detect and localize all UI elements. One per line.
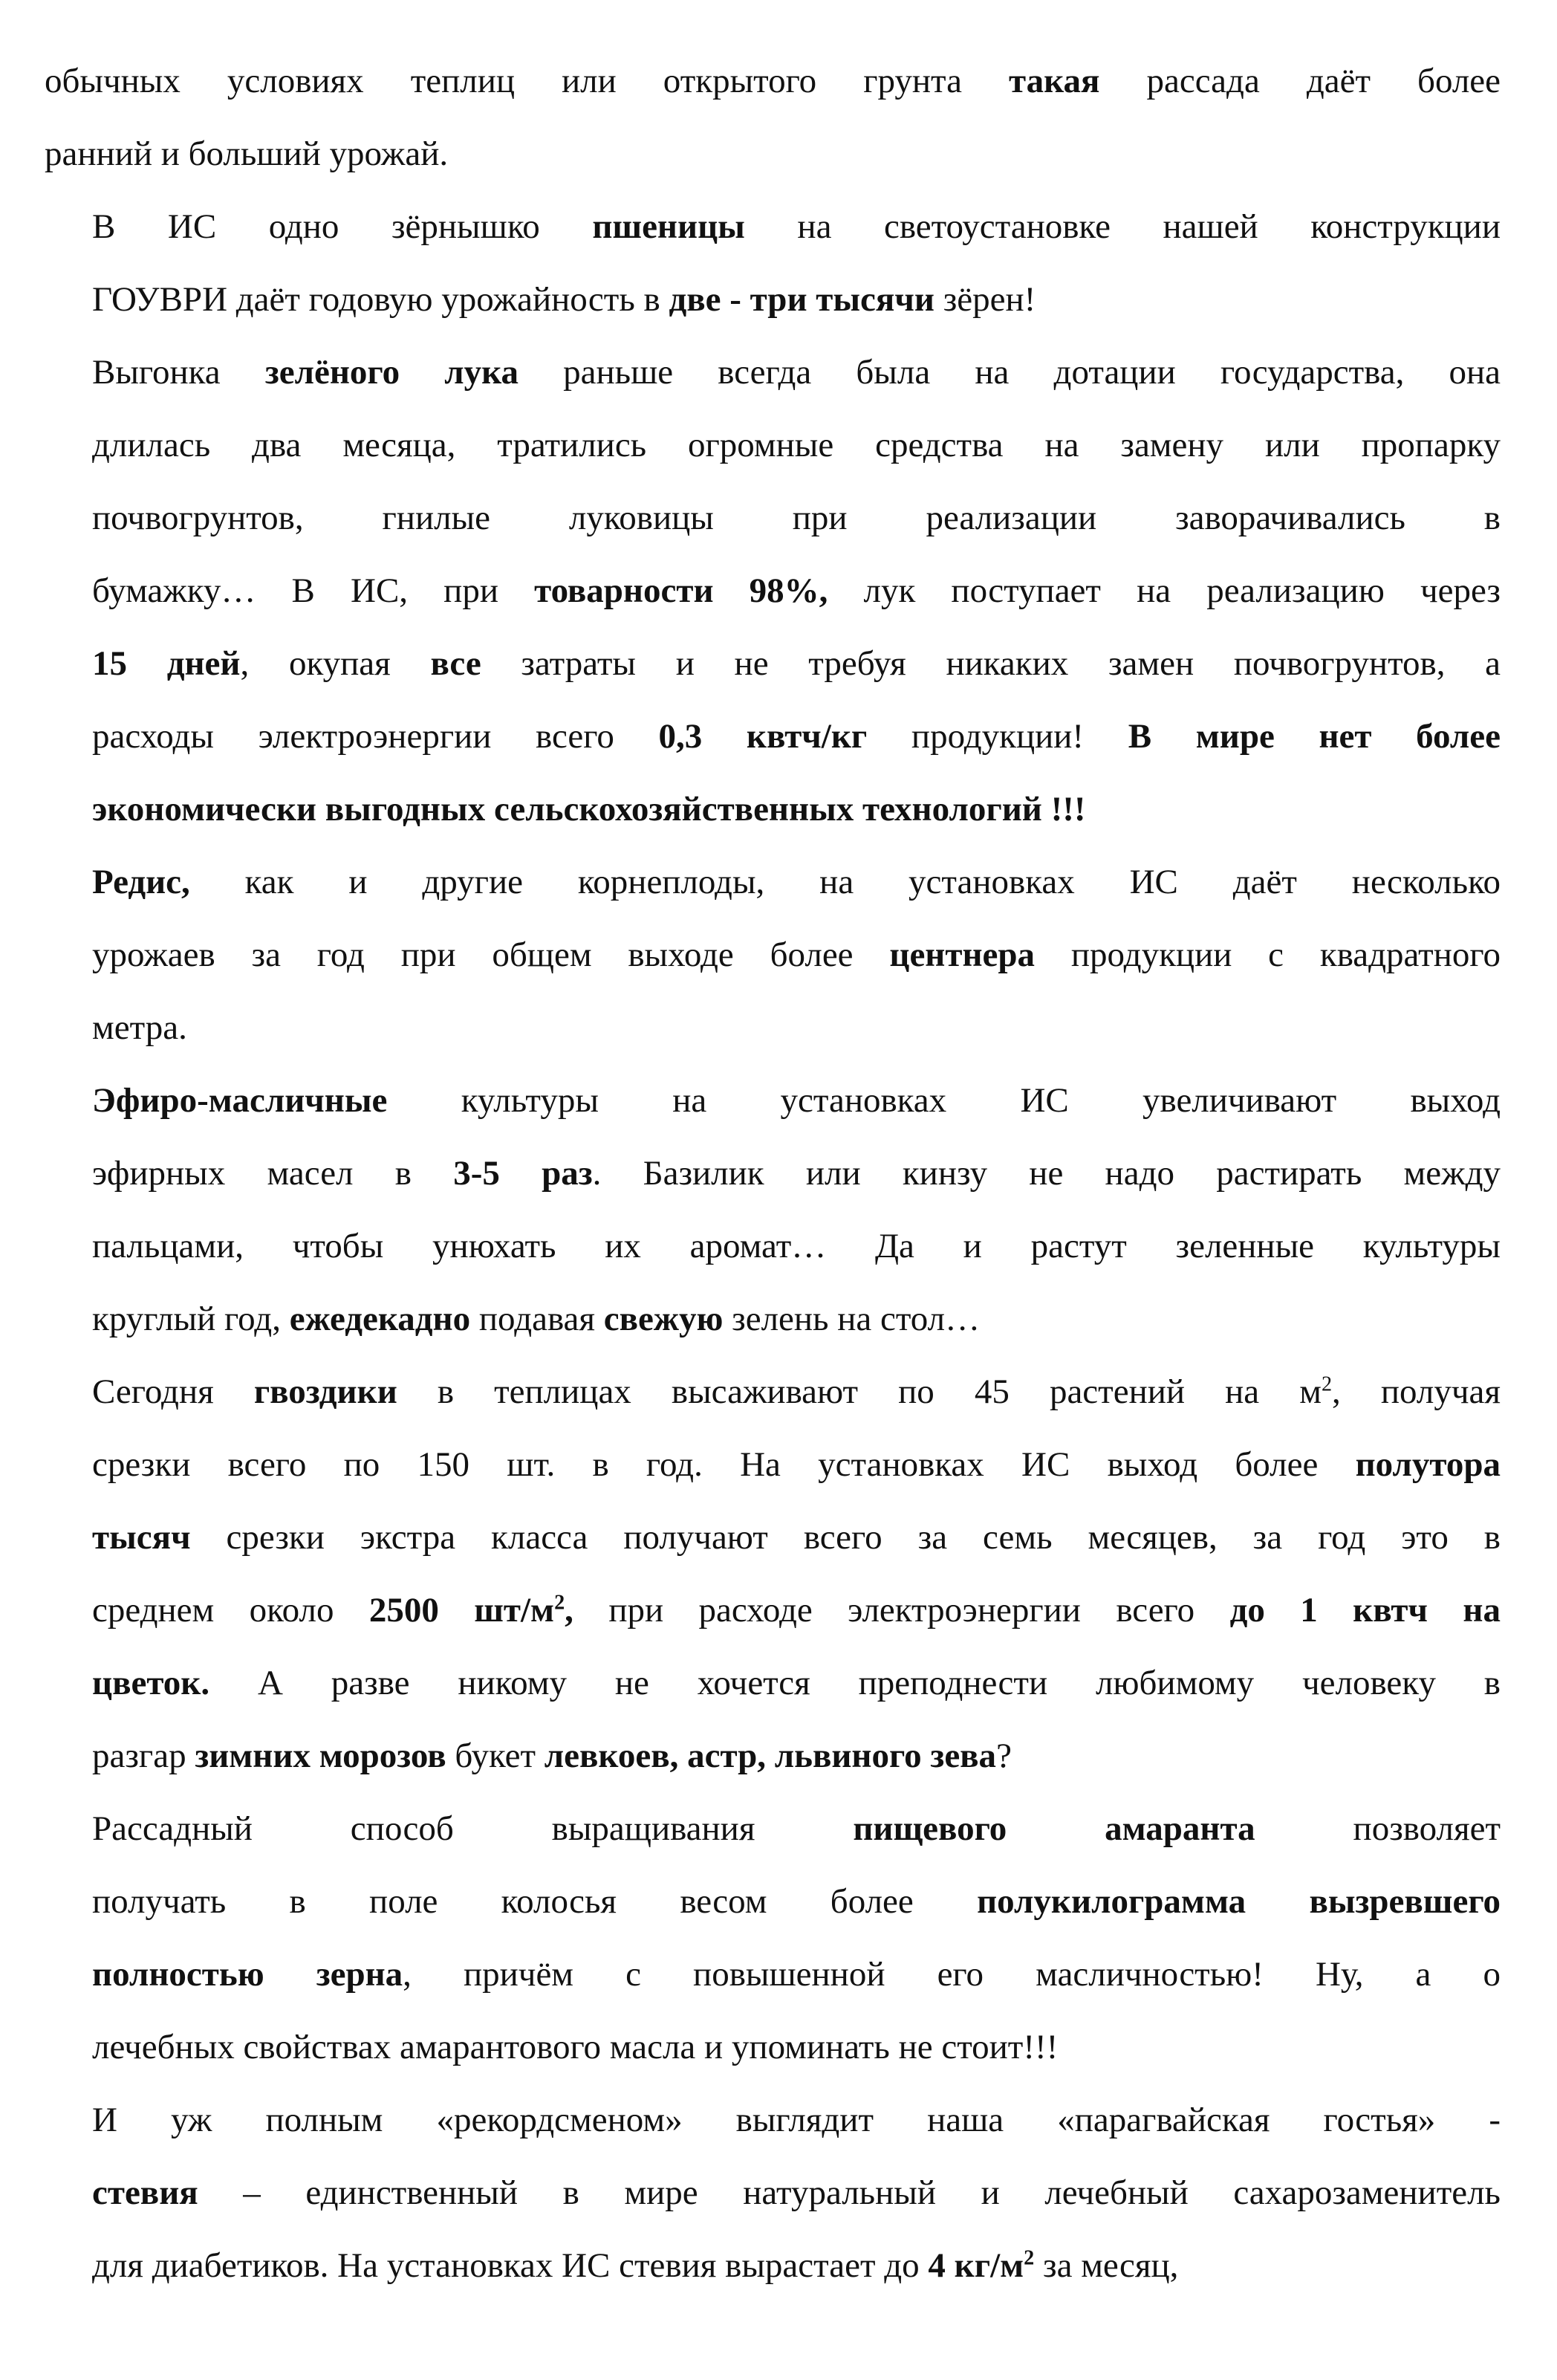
text-line xyxy=(45,700,1501,773)
text-run: на светоустановке нашей конструкции xyxy=(744,207,1501,246)
bold-run: Редис, xyxy=(92,863,190,901)
text-line xyxy=(45,1428,1501,1501)
document-page xyxy=(45,45,1501,2302)
bold-run: товарности 98%, xyxy=(534,571,828,610)
text-run: урожаев за год при общем выходе более xyxy=(92,936,890,974)
text-run: как и другие корнеплоды, на установках ИС даёт несколько xyxy=(189,863,1501,901)
text-line xyxy=(45,991,1501,1064)
text-run: Рассадный способ выращивания xyxy=(92,1809,854,1848)
text-line xyxy=(45,773,1501,846)
text-run: рассада даёт более xyxy=(1099,62,1501,100)
paragraph xyxy=(45,45,1501,190)
text-run: раньше всегда была на дотации государства, она xyxy=(518,353,1501,392)
text-run: , окупая xyxy=(240,644,431,683)
text-line xyxy=(45,1355,1501,1428)
text-line xyxy=(45,409,1501,481)
text-run: в теплицах высаживают по 45 растений на м xyxy=(397,1372,1322,1411)
text-run: почвогрунтов, гнилые луковицы при реализации заворачивались в xyxy=(92,499,1501,537)
bold-run: тысяч xyxy=(92,1518,191,1557)
bold-run: полутора xyxy=(1355,1445,1501,1484)
text-run: расходы электроэнергии всего xyxy=(92,717,659,756)
text-line xyxy=(45,263,1501,336)
bold-run: ежедекадно xyxy=(289,1300,471,1338)
paragraph xyxy=(45,1355,1501,1792)
bold-run: до 1 квтч на xyxy=(1229,1591,1501,1630)
text-run: зелень на стол… xyxy=(723,1300,981,1338)
text-run: В ИС одно зёрнышко xyxy=(92,207,593,246)
text-run: Выгонка xyxy=(92,353,265,392)
text-run: метра. xyxy=(92,1008,187,1047)
bold-run: 0,3 квтч/кг xyxy=(658,717,868,756)
text-run: ГОУВРИ даёт годовую урожайность в xyxy=(92,280,669,319)
text-run: И уж полным «рекордсменом» выглядит наша «парагвайская гостья» - xyxy=(92,2101,1501,2139)
text-run: Сегодня xyxy=(92,1372,254,1411)
text-run: лук поступает на реализацию через xyxy=(828,571,1501,610)
text-line xyxy=(45,1647,1501,1719)
superscript: 2 xyxy=(554,1591,565,1615)
text-run: ранний и больший урожай. xyxy=(45,134,449,173)
text-line xyxy=(45,2156,1501,2229)
bold-run: такая xyxy=(1009,62,1100,100)
bold-run: гвоздики xyxy=(253,1372,397,1411)
text-line xyxy=(45,1719,1501,1792)
text-line xyxy=(45,918,1501,991)
bold-run: свежую xyxy=(603,1300,724,1338)
bold-run: 4 кг/м xyxy=(928,2246,1024,2285)
bold-run: центнера xyxy=(889,936,1036,974)
text-line xyxy=(45,1137,1501,1210)
bold-run: цветок. xyxy=(92,1664,210,1702)
text-run: срезки всего по 150 шт. в год. На установках ИС выход более xyxy=(92,1445,1356,1484)
text-run: обычных условиях теплиц или открытого грунта xyxy=(45,62,1010,100)
text-run: затраты и не требуя никаких замен почвогрунтов, а xyxy=(481,644,1501,683)
text-run: А разве никому не хочется преподнести любимому человеку в xyxy=(209,1664,1501,1702)
paragraph xyxy=(45,1792,1501,2084)
text-run: пальцами, чтобы унюхать их аромат… Да и растут зеленные культуры xyxy=(92,1227,1501,1265)
text-line xyxy=(45,481,1501,554)
paragraph xyxy=(45,336,1501,846)
text-line xyxy=(45,627,1501,700)
text-line xyxy=(45,45,1501,117)
text-line xyxy=(45,336,1501,409)
text-run: длилась два месяца, тратились огромные средства на замену или пропарку xyxy=(92,426,1501,464)
bold-run: 15 дней xyxy=(92,644,241,683)
text-run: продукции! xyxy=(867,717,1128,756)
bold-run: экономически выгодных сельскохозяйственных технологий !!! xyxy=(92,790,1086,829)
text-run: . Базилик или кинзу не надо растирать между xyxy=(592,1154,1501,1193)
bold-run: две - три тысячи xyxy=(669,280,934,319)
text-run: , получая xyxy=(1332,1372,1501,1411)
text-line xyxy=(45,2229,1501,2302)
text-run: ? xyxy=(996,1737,1012,1775)
text-run: бумажку… В ИС, при xyxy=(92,571,535,610)
paragraph xyxy=(45,846,1501,1064)
paragraph xyxy=(45,1064,1501,1355)
text-line xyxy=(45,1501,1501,1574)
bold-run: 2500 шт/м xyxy=(368,1591,555,1630)
text-run: зёрен! xyxy=(934,280,1036,319)
bold-run: стевия xyxy=(92,2173,198,2212)
bold-run: зелёного лука xyxy=(264,353,519,392)
text-line xyxy=(45,117,1501,190)
text-line xyxy=(45,2084,1501,2156)
superscript: 2 xyxy=(1024,2246,1035,2270)
bold-run: 3-5 раз xyxy=(453,1154,593,1193)
text-run: лечебных свойствах амарантового масла и упоминать не стоит!!! xyxy=(92,2028,1059,2066)
bold-run: Эфиро-масличные xyxy=(92,1081,388,1120)
text-run: получать в поле колосья весом более xyxy=(92,1882,978,1921)
text-line xyxy=(45,2011,1501,2084)
bold-run: левкоев, астр, львиного зева xyxy=(544,1737,997,1775)
text-run: позволяет xyxy=(1255,1809,1501,1848)
bold-run: пшеницы xyxy=(592,207,745,246)
text-line xyxy=(45,1938,1501,2011)
text-line xyxy=(45,1865,1501,1938)
text-line xyxy=(45,1574,1501,1647)
bold-run: В мире нет более xyxy=(1128,717,1501,756)
text-run: букет xyxy=(446,1737,545,1775)
text-line xyxy=(45,1210,1501,1283)
text-line xyxy=(45,1064,1501,1137)
text-run: продукции с квадратного xyxy=(1035,936,1501,974)
text-run: при расходе электроэнергии всего xyxy=(573,1591,1230,1630)
text-run: для диабетиков. На установках ИС стевия вырастает до xyxy=(92,2246,929,2285)
text-run: , причём с повышенной его масличностью! Ну, а о xyxy=(403,1955,1501,1994)
text-run: эфирных масел в xyxy=(92,1154,454,1193)
text-run: подавая xyxy=(470,1300,604,1338)
bold-run: все xyxy=(430,644,481,683)
bold-run: полукилограмма вызревшего xyxy=(977,1882,1501,1921)
bold-run: пищевого амаранта xyxy=(853,1809,1255,1848)
text-run: круглый год, xyxy=(92,1300,290,1338)
text-run: срезки экстра класса получают всего за семь месяцев, за год это в xyxy=(190,1518,1501,1557)
text-run: – единственный в мире натуральный и лечебный сахарозаменитель xyxy=(198,2173,1501,2212)
text-line xyxy=(45,846,1501,918)
superscript: 2 xyxy=(1321,1372,1333,1396)
text-run: за месяц, xyxy=(1034,2246,1179,2285)
text-run: разгар xyxy=(92,1737,195,1775)
bold-run: полностью зерна xyxy=(92,1955,403,1994)
text-line xyxy=(45,190,1501,263)
bold-run: зимних морозов xyxy=(195,1737,446,1775)
paragraph xyxy=(45,2084,1501,2302)
bold-run: , xyxy=(565,1591,573,1630)
text-run: среднем около xyxy=(92,1591,369,1630)
paragraph xyxy=(45,190,1501,336)
text-line xyxy=(45,1283,1501,1355)
text-line xyxy=(45,1792,1501,1865)
text-line xyxy=(45,554,1501,627)
text-run: культуры на установках ИС увеличивают выход xyxy=(387,1081,1501,1120)
